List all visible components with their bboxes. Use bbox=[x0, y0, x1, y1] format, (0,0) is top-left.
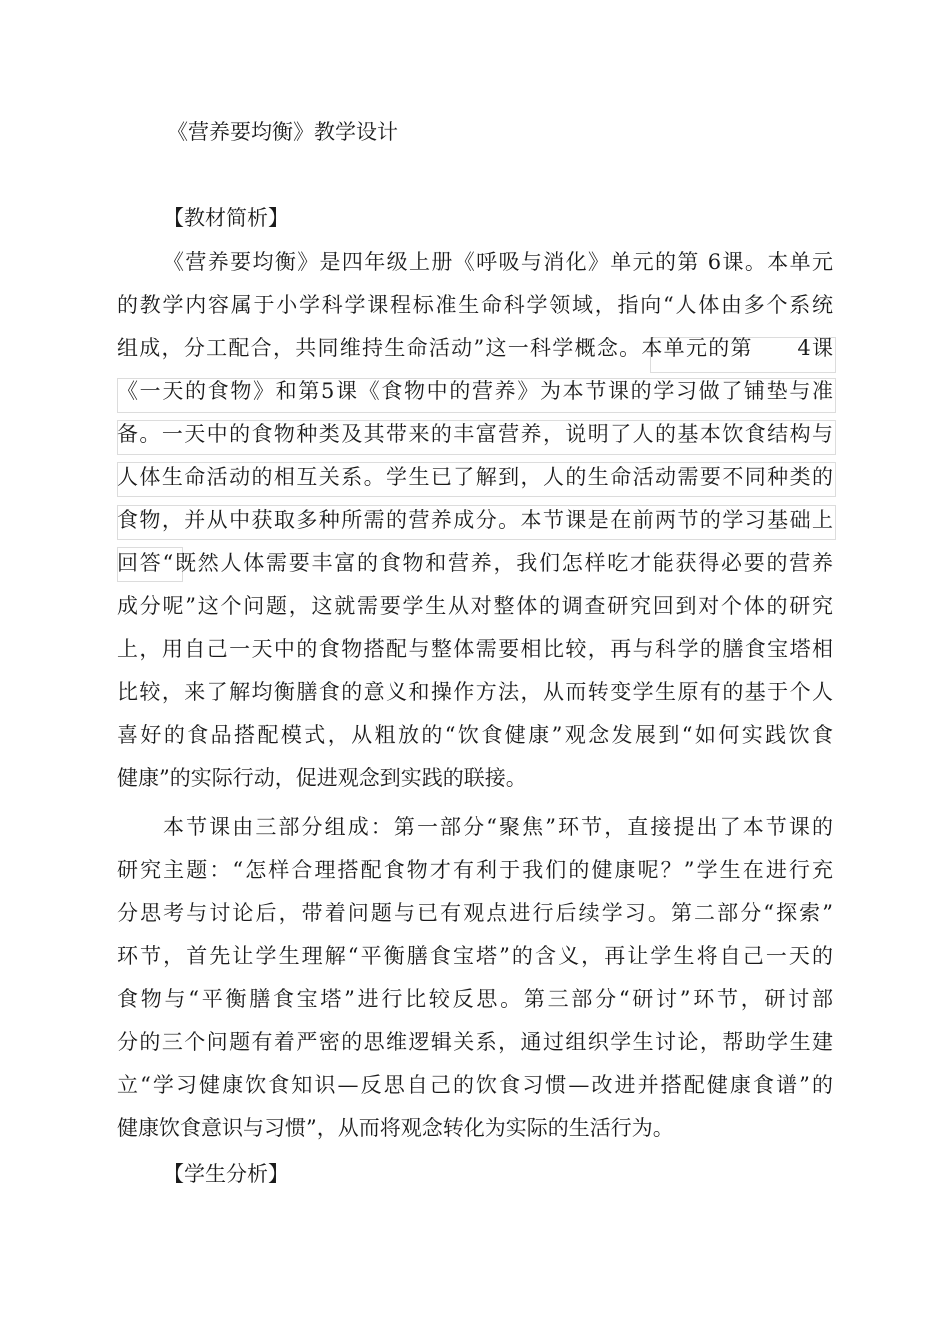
paragraph-line: 备。一天中的食物种类及其带来的丰富营养，说明了人的基本饮食结构与 bbox=[117, 422, 833, 446]
paragraph-line: 上，用自己一天中的食物搭配与整体需要相比较，再与科学的膳食宝塔相 bbox=[117, 637, 833, 661]
paragraph-line: 成分呢”这个问题，这就需要学生从对整体的调查研究回到对个体的研究 bbox=[117, 594, 833, 618]
paragraph-line: 环节，首先让学生理解“平衡膳食宝塔”的含义，再让学生将自己一天的 bbox=[117, 944, 833, 968]
paragraph-line: 立“学习健康饮食知识—反思自己的饮食习惯—改进并搭配健康食谱”的 bbox=[117, 1073, 833, 1097]
paragraph-line: 《一天的食物》和第5课《食物中的营养》为本节课的学习做了铺垫与准 bbox=[117, 379, 833, 403]
section-heading-student-analysis: 【学生分析】 bbox=[163, 1162, 289, 1186]
paragraph-line: 研究主题：“怎样合理搭配食物才有利于我们的健康呢？”学生在进行充 bbox=[117, 858, 833, 882]
paragraph-line: 分思考与讨论后，带着问题与已有观点进行后续学习。第二部分“探索” bbox=[117, 901, 833, 925]
document-title: 《营养要均衡》教学设计 bbox=[167, 120, 398, 144]
paragraph-line: 本节课由三部分组成：第一部分“聚焦”环节，直接提出了本节课的 bbox=[163, 815, 833, 839]
paragraph-line: 食物与“平衡膳食宝塔”进行比较反思。第三部分“研讨”环节，研讨部 bbox=[117, 987, 833, 1011]
paragraph-line: 健康饮食意识与习惯”，从而将观念转化为实际的生活行为。 bbox=[117, 1116, 674, 1140]
paragraph-line: 喜好的食品搭配模式，从粗放的“饮食健康”观念发展到“如何实践饮食 bbox=[117, 723, 833, 747]
paragraph-line: 健康”的实际行动，促进观念到实践的联接。 bbox=[117, 766, 527, 790]
paragraph-line: 食物，并从中获取多种所需的营养成分。本节课是在前两节的学习基础上 bbox=[117, 508, 833, 532]
paragraph-line: 的教学内容属于小学科学课程标准生命科学领域，指向“人体由多个系统 bbox=[117, 293, 833, 317]
section-heading-textbook-analysis: 【教材简析】 bbox=[163, 206, 289, 230]
paragraph-line: 《营养要均衡》是四年级上册《呼吸与消化》单元的第 6课。本单元 bbox=[163, 250, 833, 274]
paragraph-line: 人体生命活动的相互关系。学生已了解到，人的生命活动需要不同种类的 bbox=[117, 465, 833, 489]
paragraph-line: 分的三个问题有着严密的思维逻辑关系，通过组织学生讨论，帮助学生建 bbox=[117, 1030, 833, 1054]
paragraph-line: 组成，分工配合，共同维持生命活动”这一科学概念。本单元的第 4课 bbox=[117, 336, 833, 360]
paragraph-line: 比较，来了解均衡膳食的意义和操作方法，从而转变学生原有的基于个人 bbox=[117, 680, 833, 704]
paragraph-line: 回答“既然人体需要丰富的食物和营养，我们怎样吃才能获得必要的营养 bbox=[117, 551, 833, 575]
